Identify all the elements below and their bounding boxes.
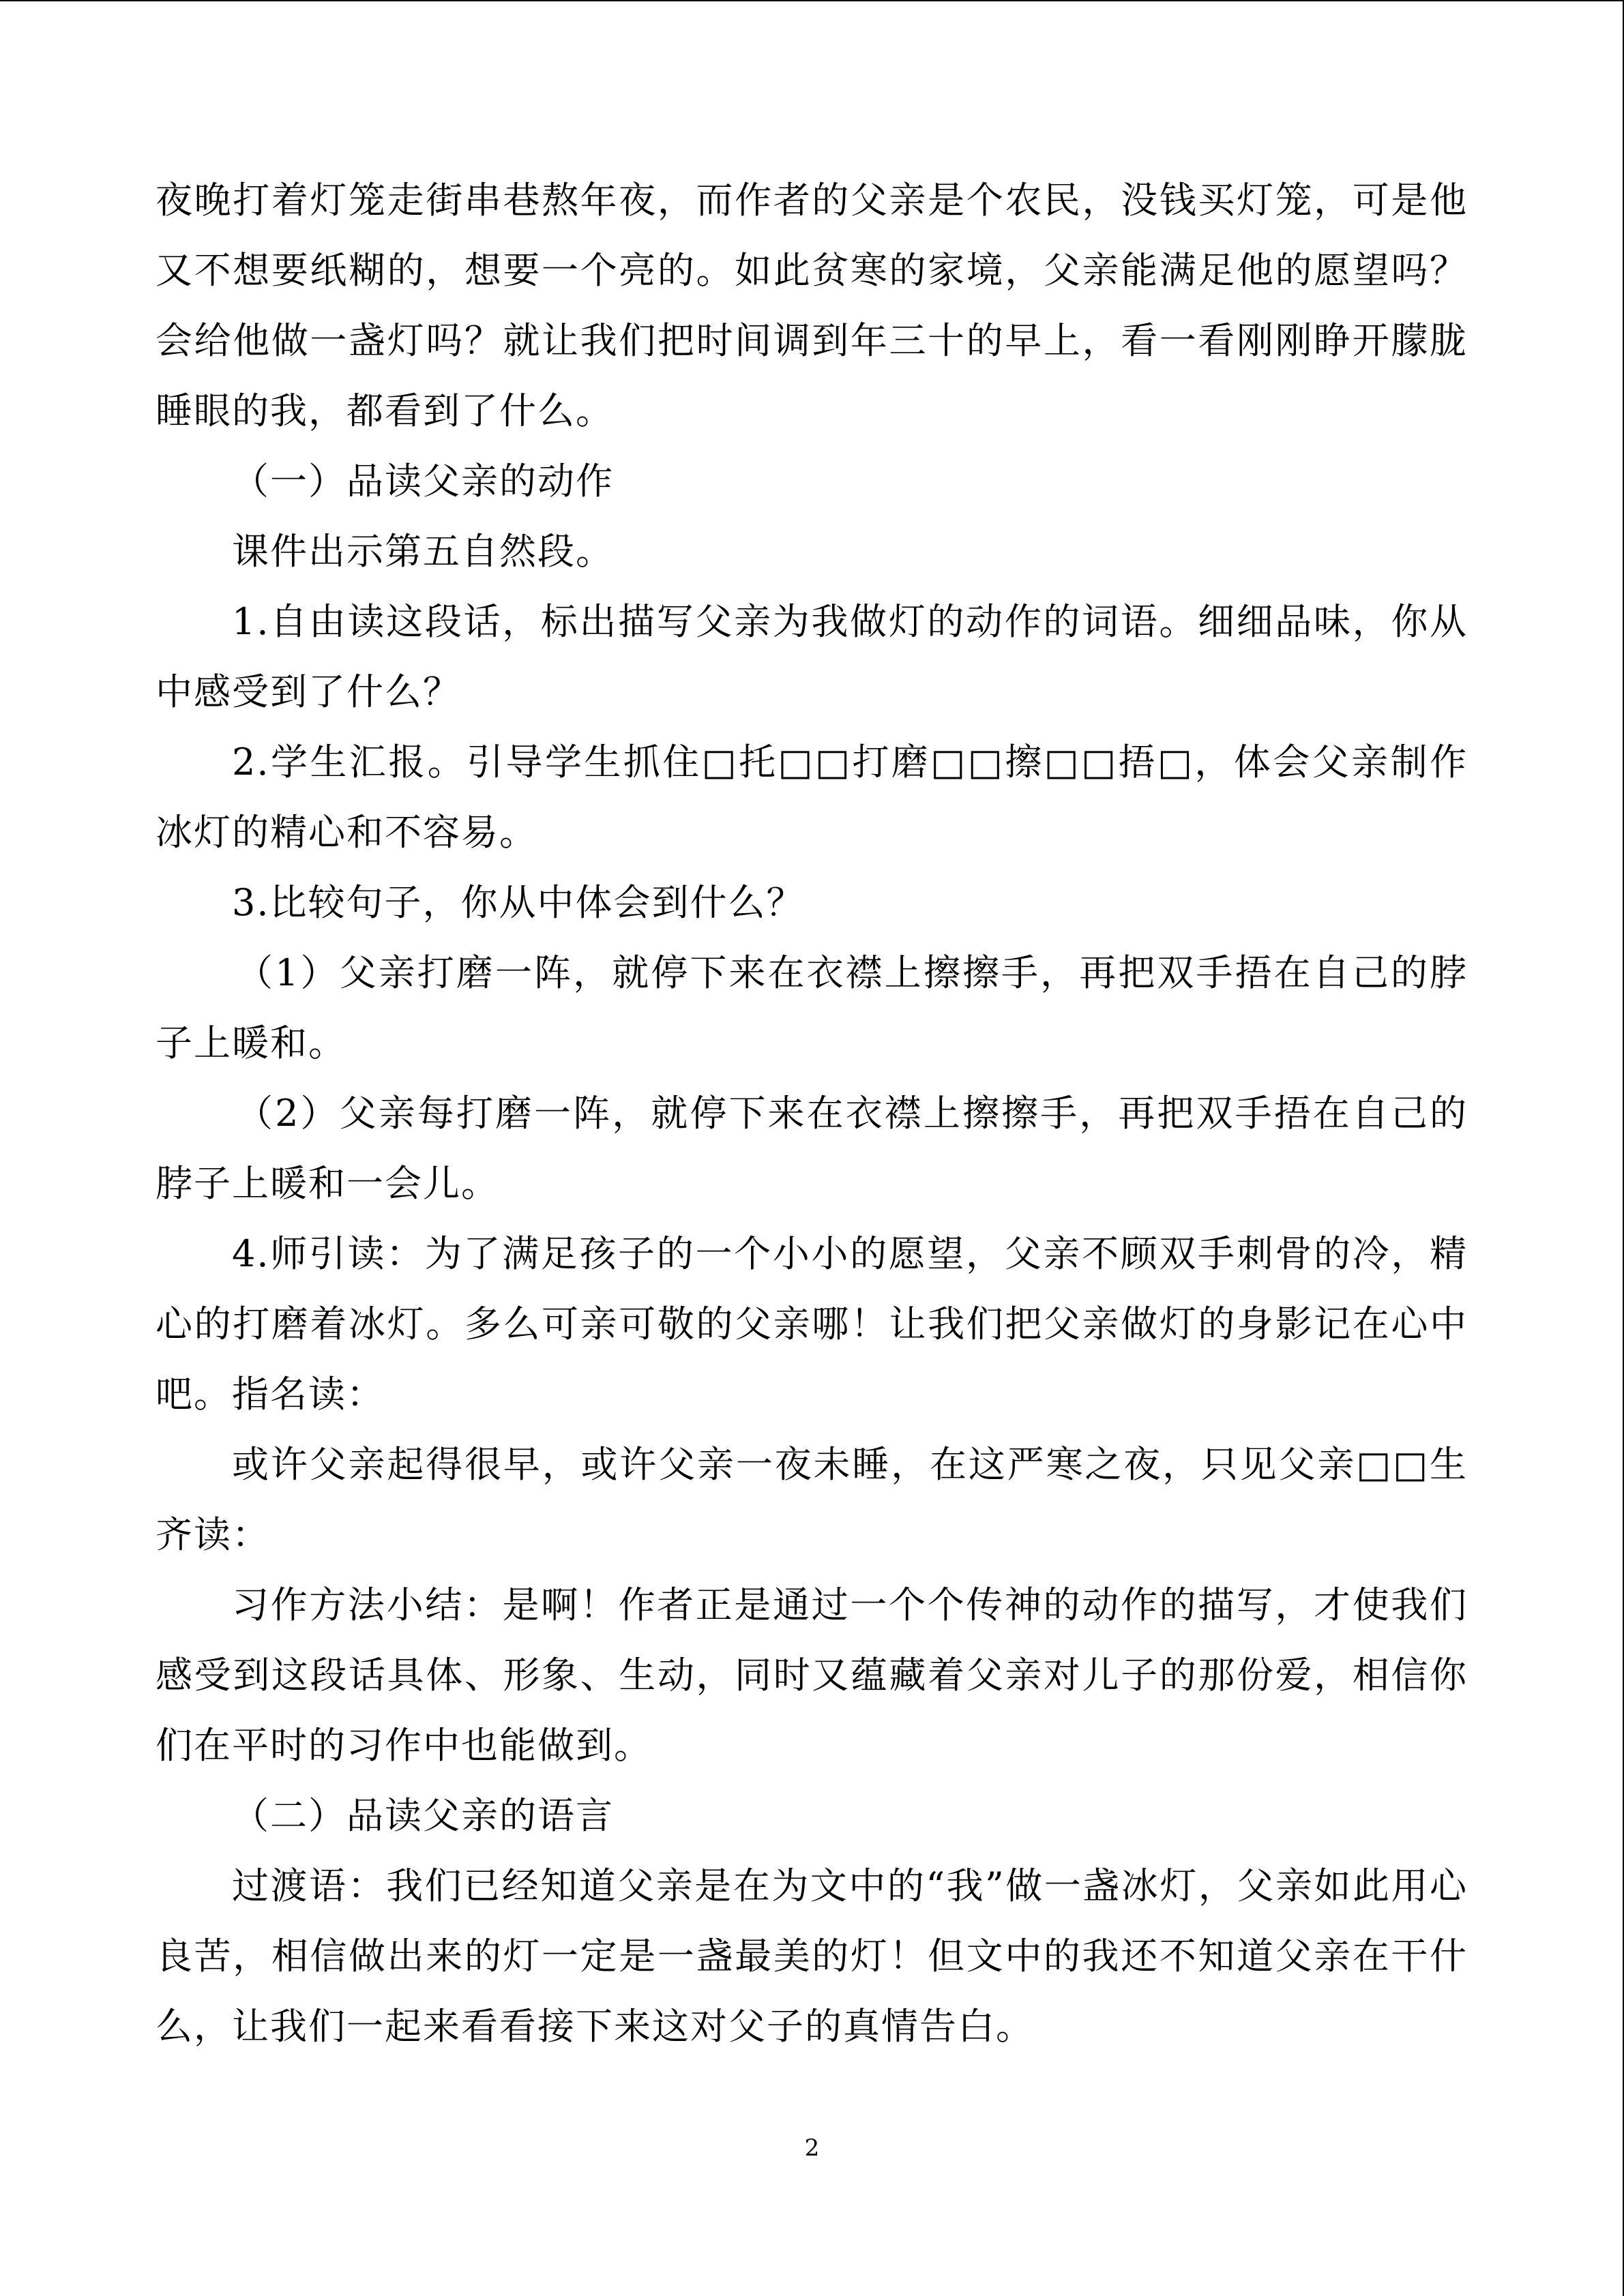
- paragraph: 过渡语：我们已经知道父亲是在为文中的“我”做一盏冰灯，父亲如此用心良苦，相信做出来的灯一定是一盏最美的灯！但文中的我还不知道父亲在干什么，让我们一起来看看接下来这对父子的真情告白。: [156, 1864, 1468, 2048]
- paragraph: 习作方法小结：是啊！作者正是通过一个个传神的动作的描写，才使我们感受到这段话具体、形象、生动，同时又蕴藏着父亲对儿子的那份爱，相信你们在平时的习作中也能做到。: [156, 1583, 1468, 1767]
- comparison-sentence-2: （2）父亲每打磨一阵，就停下来在衣襟上擦擦手，再把双手捂在自己的脖子上暖和一会儿。: [156, 1092, 1468, 1205]
- paragraph: 或许父亲起得很早，或许父亲一夜未睡，在这严寒之夜，只见父亲□□生齐读：: [156, 1443, 1468, 1556]
- paragraph: 3.比较句子，你从中体会到什么？: [232, 881, 805, 924]
- comparison-sentence-1: （1）父亲打磨一阵，就停下来在衣襟上擦擦手，再把双手捂在自己的脖子上暖和。: [156, 951, 1468, 1064]
- paragraph: 2.学生汇报。引导学生抓住□托□□打磨□□擦□□捂□，体会父亲制作冰灯的精心和不容易。: [156, 741, 1468, 854]
- section-heading-language: （二）品读父亲的语言: [232, 1794, 614, 1837]
- paragraph: 课件出示第五自然段。: [232, 530, 614, 573]
- document-body: [156, 165, 1468, 2061]
- section-heading-actions: （一）品读父亲的动作: [232, 460, 614, 503]
- paragraph: 4.师引读：为了满足孩子的一个小小的愿望，父亲不顾双手刺骨的冷，精心的打磨着冰灯。多么可亲可敬的父亲哪！让我们把父亲做灯的身影记在心中吧。指名读：: [156, 1232, 1468, 1416]
- paragraph: 1.自由读这段话，标出描写父亲为我做灯的动作的词语。细细品味，你从中感受到了什么？: [156, 600, 1468, 713]
- paragraph-continuation: 夜晚打着灯笼走街串巷熬年夜，而作者的父亲是个农民，没钱买灯笼，可是他又不想要纸糊的，想要一个亮的。如此贫寒的家境，父亲能满足他的愿望吗？会给他做一盏灯吗？就让我们把时间调到年三十的早上，看一看刚刚睁开朦胧睡眼的我，都看到了什么。: [156, 179, 1468, 432]
- page-number: 2: [804, 2134, 820, 2162]
